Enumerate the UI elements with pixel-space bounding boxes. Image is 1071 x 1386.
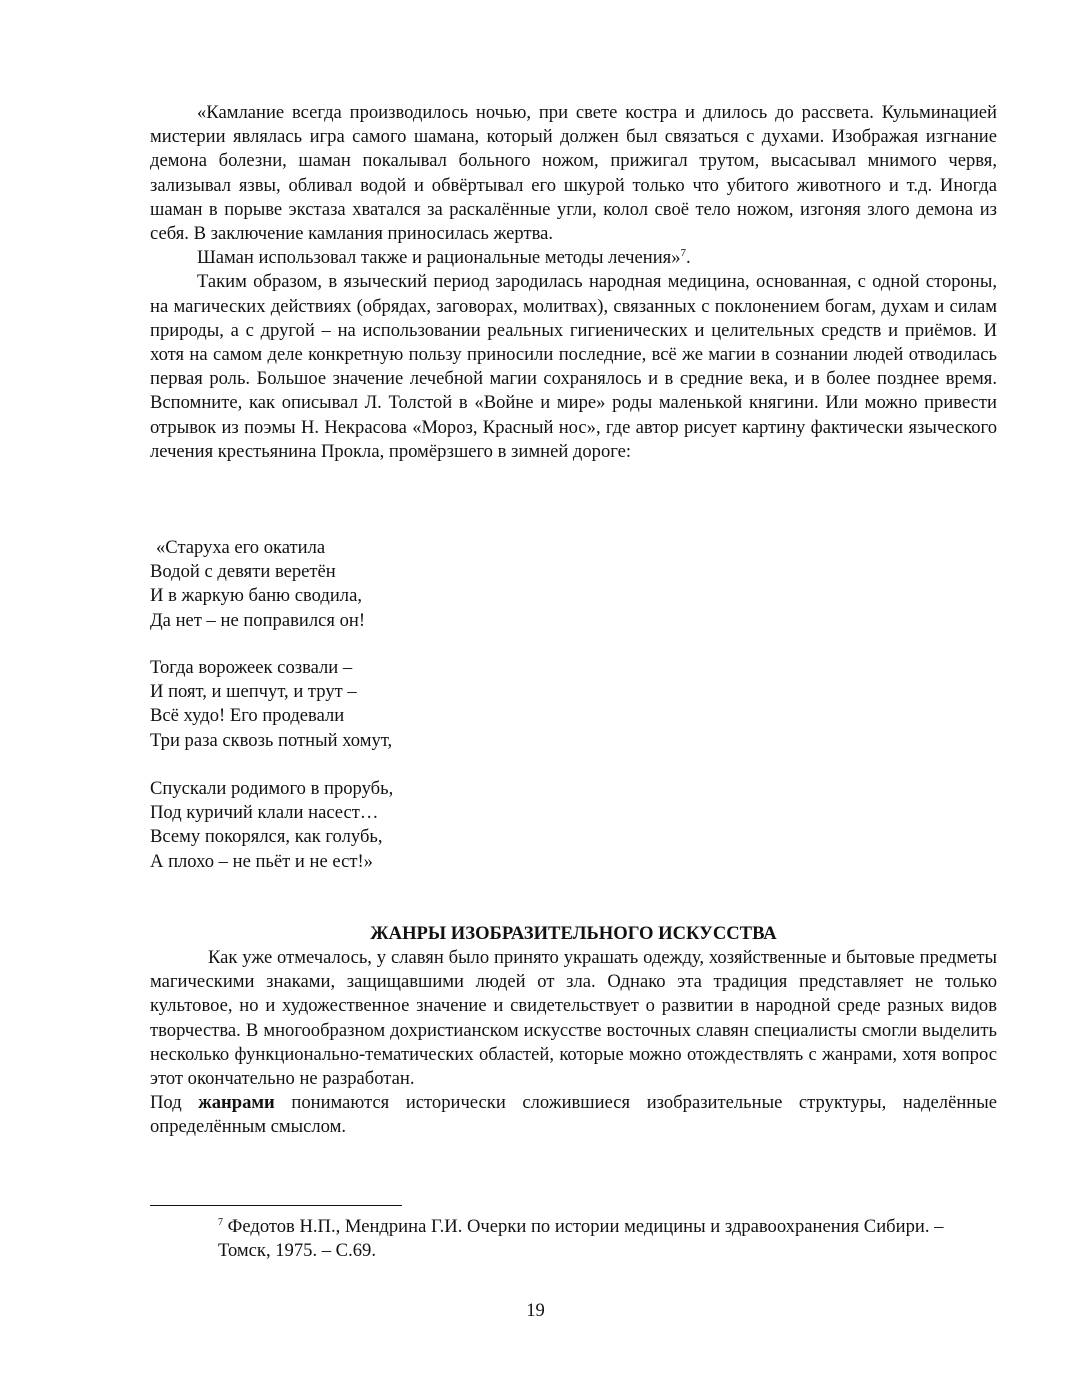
paragraph-folk-medicine: Таким образом, в языческий период зародилась народная медицина, основанная, с одной стороны, на магических действиях (обрядах, заговорах, молитвах), связанных с поклонением богам, духам и силам природы, а с другой – на использовании реальных гигиенических и целительных средств и приёмов. И хотя на самом деле конкретную пользу приносили последние, всё же магии в сознании людей отводилась первая роль. Большое значение лечебной магии сохранялось и в средние века, и в более позднее время. Вспомните, как описывал Л. Толстой в «Войне и мире» роды маленькой княгини. Или можно привести отрывок из поэмы Н. Некрасова «Мороз, Красный нос», где автор рисует картину фактически языческого лечения крестьянина Прокла, промёрзшего в зимней дороге: — [150, 271, 997, 462]
poem-line: Тогда ворожеек созвали – — [150, 657, 353, 678]
poem-line: Три раза сквозь потный хомут, — [150, 729, 393, 751]
footnote-text: Федотов Н.П., Мендрина Г.И. Очерки по истории медицины и здравоохранения Сибири. – Томск, 1975. – С.69. — [218, 1216, 944, 1262]
page-number: 19 — [526, 1300, 545, 1321]
poem-line: И в жаркую баню сводила, — [150, 585, 362, 607]
poem-line: Да нет – не поправился он! — [150, 609, 366, 631]
poem-stanza-2 — [150, 656, 392, 753]
poem-stanza-1 — [150, 536, 365, 633]
footnote-separator — [150, 1205, 402, 1206]
footnote — [218, 1215, 978, 1263]
poem-line: И поят, и шепчут, и трут – — [150, 681, 357, 703]
definition-rest: понимаются исторически сложившиеся изобразительные структуры, наделённые определённым смыслом. — [150, 1092, 997, 1138]
paragraph-shaman-text: Шаман использовал также и рациональные методы лечения» — [197, 247, 681, 269]
footnote-reference[interactable]: 7 — [680, 247, 687, 260]
section-heading: ЖАНРЫ ИЗОБРАЗИТЕЛЬНОГО ИСКУССТВА — [370, 923, 777, 944]
poem-line: Спускали родимого в прорубь, — [150, 778, 394, 799]
poem-stanza-3 — [150, 777, 393, 874]
paragraph-shaman-methods: Шаман использовал также и рациональные методы лечения»$^7$. — [197, 247, 691, 269]
poem-line: Под куричий клали насест… — [150, 802, 379, 824]
poem-line: Всему покорялся, как голубь, — [150, 826, 383, 848]
poem-line: Водой с девяти веретён — [150, 561, 336, 583]
poem-line: А плохо – не пьёт и не ест!» — [150, 850, 373, 872]
poem-line: «Старуха его окатила — [156, 537, 326, 558]
poem-line: Всё худо! Его продевали — [150, 705, 345, 727]
definition-term: жанрами — [198, 1092, 275, 1114]
paragraph-genres: Как уже отмечалось, у славян было принято украшать одежду, хозяйственные и бытовые предметы магическими знаками, защищавшими людей от зла. Однако эта традиция представляет не только культовое, но и художественное значение и свидетельствует о развитии в народной среде разных видов творчества. В многообразном дохристианском искусстве восточных славян специалисты смогли выделить несколько функционально-тематических областей, которые можно отождествлять с жанрами, хотя вопрос этот окончательно не разработан. — [150, 947, 997, 1090]
footnote-number: 7 — [218, 1216, 223, 1228]
body-text-genres — [150, 946, 997, 1140]
paragraph-definition — [150, 1091, 997, 1139]
paragraph-kamlanie: «Камлание всегда производилось ночью, при свете костра и длилось до рассвета. Кульминацией мистерии являлась игра самого шамана, который должен был связаться с духами. Изображая изгнание демона болезни, шаман покалывал больного ножом, прижигал трутом, высасывал мнимого червя, зализывал язвы, обливал водой и обвёртывал его шкурой только что убитого животного и т.д. Иногда шаман в порыве экстаза хватался за раскалённые угли, колол своё тело ножом, изгоняя злого демона из себя. В заключение камлания приносилась жертва. — [150, 102, 997, 245]
body-text-top — [150, 101, 997, 464]
definition-lead: Под — [150, 1092, 199, 1114]
